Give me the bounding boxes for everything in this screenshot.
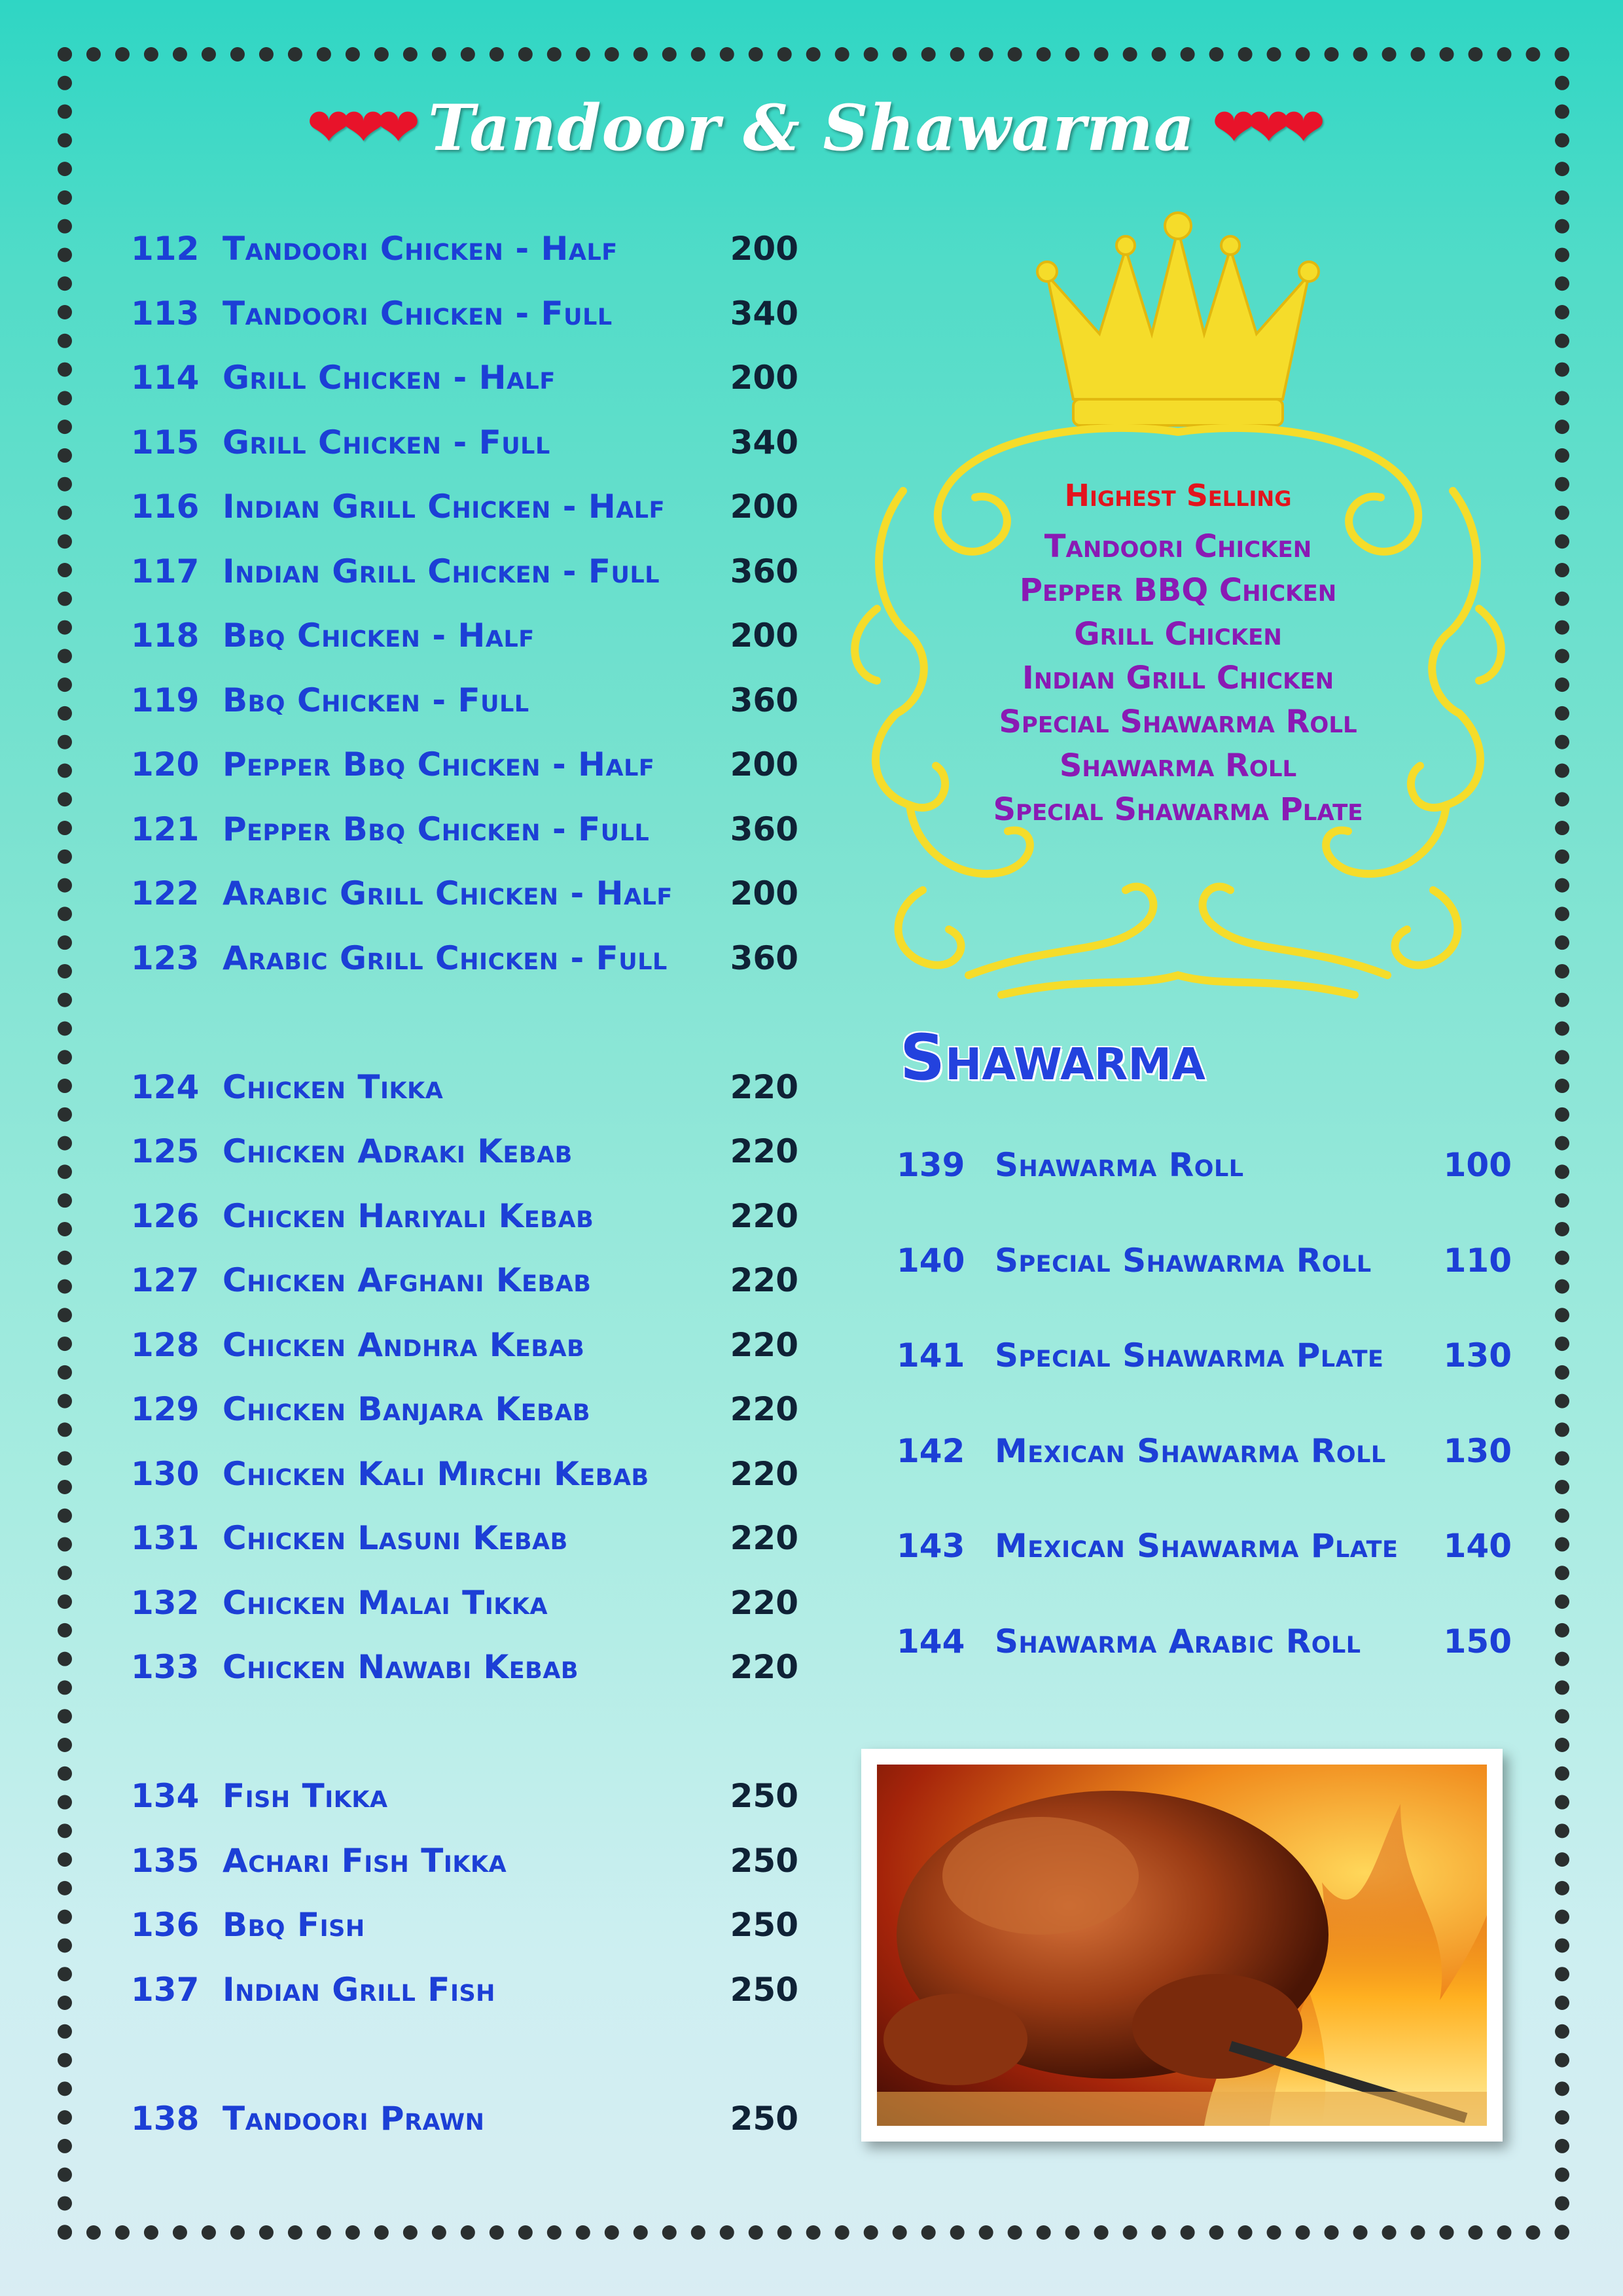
- menu-item-row: [131, 281, 798, 346]
- item-price: 200: [730, 359, 798, 397]
- item-number: 136: [131, 1906, 200, 1944]
- item-name: Shawarma Arabic Roll: [995, 1622, 1361, 1660]
- highest-selling-item: Grill Chicken: [1074, 616, 1282, 653]
- item-price: 220: [730, 1067, 798, 1106]
- item-number: 132: [131, 1583, 200, 1622]
- menu-item-row: [131, 1892, 798, 1958]
- item-name: Indian Grill Chicken - Half: [223, 488, 666, 526]
- menu-item-row: [131, 474, 798, 539]
- item-price: 220: [730, 1390, 798, 1428]
- hearts-left-icon: ❤❤❤: [306, 98, 411, 156]
- item-number: 124: [131, 1067, 200, 1106]
- item-number: 121: [131, 810, 200, 848]
- shawarma-section-heading: Shawarma: [900, 1021, 1205, 1094]
- item-price: 200: [730, 617, 798, 655]
- item-name: Tandoori Chicken - Half: [223, 230, 618, 268]
- item-number: 120: [131, 745, 200, 783]
- item-name: Chicken Tikka: [223, 1067, 444, 1106]
- menu-item-row: [131, 668, 798, 733]
- menu-item-row: [131, 539, 798, 604]
- menu-item-row: [131, 1054, 798, 1120]
- item-name: Special Shawarma Roll: [995, 1241, 1372, 1280]
- item-number: 144: [897, 1622, 965, 1660]
- item-name: Chicken Banjara Kebab: [223, 1390, 591, 1428]
- item-price: 220: [730, 1132, 798, 1170]
- item-number: 113: [131, 294, 200, 332]
- menu-item-row: [131, 216, 798, 281]
- menu-item-row: [131, 1828, 798, 1893]
- item-price: 200: [730, 745, 798, 783]
- item-name: Fish Tikka: [223, 1777, 388, 1815]
- item-number: 115: [131, 423, 200, 461]
- item-name: Chicken Malai Tikka: [223, 1583, 548, 1622]
- item-name: Chicken Adraki Kebab: [223, 1132, 573, 1170]
- item-price: 220: [730, 1583, 798, 1622]
- item-price: 150: [1443, 1622, 1512, 1660]
- highest-selling-item: Indian Grill Chicken: [1022, 660, 1334, 696]
- item-name: Tandoori Chicken - Full: [223, 294, 613, 332]
- item-name: Indian Grill Chicken - Full: [223, 552, 660, 590]
- item-name: Pepper Bbq Chicken - Full: [223, 810, 650, 848]
- item-name: Arabic Grill Chicken - Full: [223, 939, 668, 977]
- item-price: 200: [730, 488, 798, 526]
- item-name: Shawarma Roll: [995, 1146, 1244, 1184]
- item-number: 118: [131, 617, 200, 655]
- item-price: 250: [730, 2099, 798, 2138]
- item-name: Chicken Kali Mirchi Kebab: [223, 1454, 649, 1493]
- item-name: Chicken Nawabi Kebab: [223, 1648, 579, 1686]
- item-price: 360: [730, 681, 798, 719]
- item-price: 360: [730, 939, 798, 977]
- menu-item-row: [131, 861, 798, 926]
- menu-header: [0, 79, 1623, 177]
- shawarma-item-row: [897, 1418, 1512, 1484]
- hearts-right-icon: ❤❤❤: [1212, 98, 1317, 156]
- item-price: 360: [730, 810, 798, 848]
- item-price: 140: [1443, 1527, 1512, 1565]
- item-number: 117: [131, 552, 200, 590]
- highest-selling-item: Pepper BBQ Chicken: [1019, 572, 1337, 609]
- item-number: 141: [897, 1336, 965, 1374]
- item-number: 128: [131, 1325, 200, 1364]
- item-number: 143: [897, 1527, 965, 1565]
- highest-selling-item: Tandoori Chicken: [1044, 528, 1312, 565]
- item-price: 220: [730, 1454, 798, 1493]
- item-name: Tandoori Prawn: [223, 2099, 485, 2138]
- item-number: 123: [131, 939, 200, 977]
- highest-selling-item: Shawarma Roll: [1059, 747, 1297, 784]
- item-price: 340: [730, 423, 798, 461]
- item-name: Grill Chicken - Half: [223, 359, 556, 397]
- item-price: 360: [730, 552, 798, 590]
- item-number: 139: [897, 1146, 965, 1184]
- item-price: 220: [730, 1196, 798, 1235]
- shawarma-item-row: [897, 1609, 1512, 1674]
- menu-item-row: [131, 925, 798, 991]
- menu-item-row: [131, 1183, 798, 1249]
- highest-selling-heading: Highest Selling: [1064, 478, 1292, 513]
- item-number: 130: [131, 1454, 200, 1493]
- item-number: 138: [131, 2099, 200, 2138]
- item-name: Pepper Bbq Chicken - Half: [223, 745, 655, 783]
- item-price: 220: [730, 1325, 798, 1364]
- item-number: 119: [131, 681, 200, 719]
- item-number: 116: [131, 488, 200, 526]
- menu-item-row: [131, 1634, 798, 1700]
- item-price: 130: [1443, 1431, 1512, 1470]
- menu-item-row: [131, 1247, 798, 1313]
- highest-selling-item: Special Shawarma Roll: [999, 704, 1357, 740]
- item-name: Arabic Grill Chicken - Half: [223, 874, 673, 912]
- item-price: 220: [730, 1261, 798, 1299]
- roast-chicken-photo: [877, 1765, 1487, 2126]
- item-number: 127: [131, 1261, 200, 1299]
- item-name: Bbq Chicken - Half: [223, 617, 535, 655]
- item-price: 340: [730, 294, 798, 332]
- item-number: 126: [131, 1196, 200, 1235]
- item-price: 130: [1443, 1336, 1512, 1374]
- item-name: Bbq Fish: [223, 1906, 365, 1944]
- item-name: Chicken Hariyali Kebab: [223, 1196, 594, 1235]
- item-name: Indian Grill Fish: [223, 1970, 495, 2009]
- menu-item-row: [131, 1441, 798, 1507]
- menu-item-row: [131, 603, 798, 668]
- item-number: 142: [897, 1431, 965, 1470]
- item-number: 140: [897, 1241, 965, 1280]
- menu-item-row: [131, 1505, 798, 1571]
- item-name: Grill Chicken - Full: [223, 423, 550, 461]
- item-name: Special Shawarma Plate: [995, 1336, 1384, 1374]
- menu-item-row: [131, 1570, 798, 1636]
- item-number: 122: [131, 874, 200, 912]
- shawarma-item-row: [897, 1513, 1512, 1579]
- item-name: Mexican Shawarma Roll: [995, 1431, 1386, 1470]
- item-number: 137: [131, 1970, 200, 2009]
- item-price: 250: [730, 1970, 798, 2009]
- item-price: 250: [730, 1777, 798, 1815]
- menu-item-row: [131, 797, 798, 862]
- item-number: 114: [131, 359, 200, 397]
- item-name: Achari Fish Tikka: [223, 1841, 507, 1880]
- item-price: 200: [730, 230, 798, 268]
- item-price: 220: [730, 1519, 798, 1557]
- item-number: 131: [131, 1519, 200, 1557]
- item-name: Bbq Chicken - Full: [223, 681, 529, 719]
- item-price: 250: [730, 1906, 798, 1944]
- menu-item-row: [131, 1312, 798, 1378]
- menu-item-row: [131, 1376, 798, 1442]
- page-title: Tandoor & Shawarma: [427, 90, 1196, 165]
- item-name: Chicken Andhra Kebab: [223, 1325, 585, 1364]
- menu-item-row: [131, 1119, 798, 1184]
- menu-item-row: [131, 732, 798, 797]
- menu-item-row: [131, 2086, 798, 2151]
- menu-item-row: [131, 1957, 798, 2022]
- menu-item-row: [131, 410, 798, 475]
- item-number: 135: [131, 1841, 200, 1880]
- food-photo-frame: [861, 1749, 1503, 2142]
- highest-selling-item: Special Shawarma Plate: [993, 791, 1363, 828]
- item-price: 250: [730, 1841, 798, 1880]
- item-number: 129: [131, 1390, 200, 1428]
- item-name: Chicken Afghani Kebab: [223, 1261, 592, 1299]
- item-number: 134: [131, 1777, 200, 1815]
- shawarma-item-row: [897, 1132, 1512, 1198]
- shawarma-item-row: [897, 1323, 1512, 1388]
- item-price: 200: [730, 874, 798, 912]
- item-price: 220: [730, 1648, 798, 1686]
- highest-selling-badge: [838, 203, 1518, 1008]
- item-price: 110: [1443, 1241, 1512, 1280]
- menu-item-row: [131, 1763, 798, 1829]
- item-number: 112: [131, 230, 200, 268]
- item-number: 125: [131, 1132, 200, 1170]
- menu-item-row: [131, 345, 798, 410]
- shawarma-item-row: [897, 1228, 1512, 1293]
- item-number: 133: [131, 1648, 200, 1686]
- item-name: Chicken Lasuni Kebab: [223, 1519, 568, 1557]
- item-name: Mexican Shawarma Plate: [995, 1527, 1399, 1565]
- item-price: 100: [1443, 1146, 1512, 1184]
